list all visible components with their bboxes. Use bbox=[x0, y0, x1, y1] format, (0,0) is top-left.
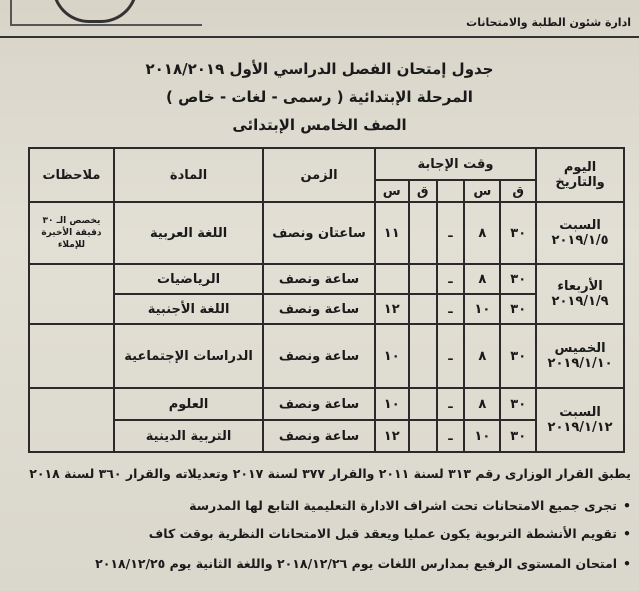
header-notes: ملاحظات bbox=[29, 148, 114, 202]
subject-cell: الرياضيات bbox=[114, 264, 263, 294]
time-dash: ـ bbox=[437, 294, 465, 324]
to-hour: ١٠ bbox=[375, 324, 409, 388]
stage-subtitle: المرحلة الإبتدائية ( رسمى - لغات - خاص ) bbox=[166, 88, 473, 106]
day-date: ٢٠١٩/١/١٢ bbox=[547, 420, 613, 435]
from-minutes: ٣٠ bbox=[500, 294, 536, 324]
header-day: اليوم والتاريخ bbox=[536, 148, 624, 202]
from-hour: ٨ bbox=[464, 264, 500, 294]
from-minutes: ٣٠ bbox=[500, 202, 536, 264]
subject-cell: التربية الدينية bbox=[114, 420, 263, 452]
day-date: ٢٠١٩/١/٥ bbox=[551, 233, 609, 248]
to-minutes bbox=[409, 420, 437, 452]
decree-note: يطبق القرار الوزارى رقم ٣١٣ لسنة ٢٠١١ والقرار ٣٧٧ لسنة ٢٠١٧ وتعديلاته والقرار ٣٦٠ لسنة ٢٠١٨ bbox=[29, 466, 631, 481]
notes-cell bbox=[29, 324, 114, 388]
advanced-level-note: • امتحان المستوى الرفيع بمدارس اللغات يوم ٢٠١٨/١٢/٢٦ واللغة الثانية يوم ٢٠١٨/١٢/٢٥ bbox=[95, 556, 631, 571]
grade-subtitle: الصف الخامس الإبتدائى bbox=[232, 116, 407, 134]
day-cell bbox=[536, 324, 624, 388]
duration-cell: ساعة ونصف bbox=[263, 388, 375, 420]
header-subject: المادة bbox=[114, 148, 263, 202]
from-minutes: ٣٠ bbox=[500, 264, 536, 294]
from-hour: ١٠ bbox=[464, 420, 500, 452]
notes-cell bbox=[29, 264, 114, 324]
duration-cell: ساعة ونصف bbox=[263, 264, 375, 294]
day-date: ٢٠١٩/١/٩ bbox=[551, 294, 609, 309]
day-name: الخميس bbox=[554, 341, 606, 356]
header-divider bbox=[0, 36, 639, 38]
to-hour: ١١ bbox=[375, 202, 409, 264]
subject-cell: العلوم bbox=[114, 388, 263, 420]
to-hour: ١٢ bbox=[375, 294, 409, 324]
duration-cell: ساعتان ونصف bbox=[263, 202, 375, 264]
to-minutes bbox=[409, 388, 437, 420]
duration-cell: ساعة ونصف bbox=[263, 324, 375, 388]
to-hour: ١٠ bbox=[375, 388, 409, 420]
header-q: ق bbox=[409, 180, 437, 202]
exam-schedule-title: جدول إمتحان الفصل الدراسي الأول ٢٠١٨/٢٠١٩ bbox=[145, 60, 494, 78]
header-s: س bbox=[464, 180, 500, 202]
to-minutes bbox=[409, 202, 437, 264]
header-q: ق bbox=[500, 180, 536, 202]
duration-cell: ساعة ونصف bbox=[263, 294, 375, 324]
day-name: الأربعاء bbox=[557, 279, 603, 294]
from-hour: ١٠ bbox=[464, 294, 500, 324]
day-cell bbox=[536, 264, 624, 324]
to-minutes bbox=[409, 324, 437, 388]
activities-note: • تقويم الأنشطة التربوية يكون عمليا ويعقد قبل الامتحانات النظرية بوقت كاف bbox=[149, 526, 631, 541]
day-cell bbox=[536, 202, 624, 264]
subject-cell: اللغة الأجنبية bbox=[114, 294, 263, 324]
department-label: ادارة شئون الطلبة والامتحانات bbox=[466, 16, 631, 29]
header-s: س bbox=[375, 180, 409, 202]
header-answer-time: وقت الإجابة bbox=[375, 148, 536, 180]
supervision-note: • تجرى جميع الامتحانات تحت اشراف الادارة التعليمية التابع لها المدرسة bbox=[189, 498, 631, 513]
time-dash: ـ bbox=[437, 388, 465, 420]
from-hour: ٨ bbox=[464, 202, 500, 264]
day-date: ٢٠١٩/١/١٠ bbox=[547, 356, 613, 371]
from-minutes: ٣٠ bbox=[500, 420, 536, 452]
subject-cell: اللغة العربية bbox=[114, 202, 263, 264]
duration-cell: ساعة ونصف bbox=[263, 420, 375, 452]
notes-cell: يخصص الـ ٣٠ دقيقة الأخيرة للإملاء bbox=[29, 202, 114, 264]
day-cell bbox=[536, 388, 624, 452]
time-dash: ـ bbox=[437, 420, 465, 452]
time-dash: ـ bbox=[437, 324, 465, 388]
time-dash: ـ bbox=[437, 264, 465, 294]
from-hour: ٨ bbox=[464, 388, 500, 420]
notes-cell bbox=[29, 388, 114, 452]
time-dash: ـ bbox=[437, 202, 465, 264]
to-hour: ١٢ bbox=[375, 420, 409, 452]
from-minutes: ٣٠ bbox=[500, 388, 536, 420]
day-name: السبت bbox=[559, 218, 601, 233]
from-minutes: ٣٠ bbox=[500, 324, 536, 388]
from-hour: ٨ bbox=[464, 324, 500, 388]
day-name: السبت bbox=[559, 405, 601, 420]
header-gap bbox=[437, 180, 465, 202]
header-duration: الزمن bbox=[263, 148, 375, 202]
subject-cell: الدراسات الإجتماعية bbox=[114, 324, 263, 388]
